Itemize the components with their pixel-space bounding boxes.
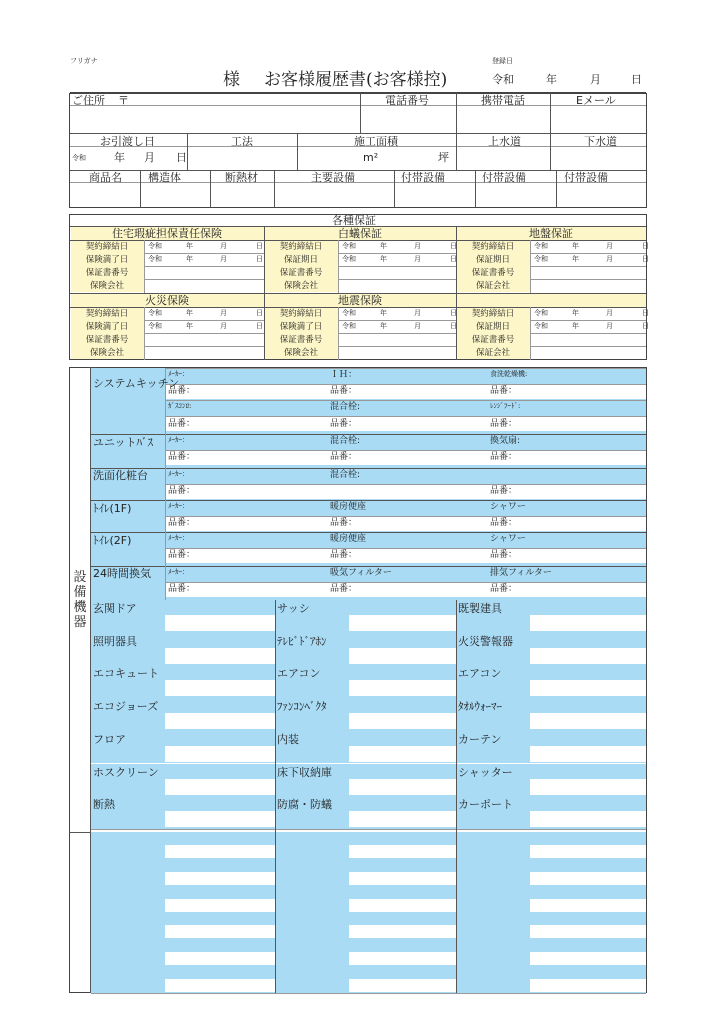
warranty-era: 令和 xyxy=(534,322,548,330)
equipment-field-exhaust-filter: 排気フィルター xyxy=(490,568,552,578)
equipment-grid-label: 防腐・防蟻 xyxy=(277,798,332,812)
equipment-grid-label: エアコン xyxy=(458,667,502,681)
warranty-month: 月 xyxy=(414,309,421,317)
warranty-era: 令和 xyxy=(148,322,162,330)
warranty-month: 月 xyxy=(220,255,227,263)
warranty-day: 日 xyxy=(642,242,649,250)
equipment-grid-label: サッシ xyxy=(277,602,310,615)
warranty-month: 月 xyxy=(606,322,613,330)
equipment-grid-label: ﾌｧﾝｺﾝﾍﾞｸﾀ xyxy=(277,700,327,714)
warranty-row-label: 保証書番号 xyxy=(279,268,323,278)
warranty-day: 日 xyxy=(450,309,457,317)
warranty-row-label: 保険満了日 xyxy=(85,255,129,265)
reg-era: 令和 xyxy=(492,73,514,86)
equipment-field-hinban: 品番： xyxy=(168,550,196,560)
warranty-month: 月 xyxy=(606,255,613,263)
equipment-field-mixer: 混合栓: xyxy=(330,436,361,446)
warranty-row-label: 保険満了日 xyxy=(85,322,129,332)
equipment-field-shower: シャワー xyxy=(490,502,526,512)
equipment-grid-label: 既製建具 xyxy=(458,602,502,615)
warranty-era: 令和 xyxy=(148,309,162,317)
delivery-date-label: お引渡し日 xyxy=(100,135,155,148)
sama-label: 様 xyxy=(223,70,240,90)
equipment-field-hinban: 品番： xyxy=(330,386,358,396)
warranty-month: 月 xyxy=(606,309,613,317)
equipment-field-hinban: 品番： xyxy=(330,550,358,560)
structure-label: 構造体 xyxy=(148,171,181,184)
equipment-grid-label: フロア xyxy=(93,732,126,746)
delivery-month: 月 xyxy=(144,151,155,164)
registration-date-label: 登録日 xyxy=(492,57,513,65)
equipment-grid-label: カーテン xyxy=(458,732,502,746)
equipment-field-maker: ﾒｰｶｰ： xyxy=(168,534,189,542)
warranty-year: 年 xyxy=(572,255,579,263)
equipment-field-vent-fan: 換気扇: xyxy=(490,436,521,446)
equipment-field-hinban: 品番： xyxy=(490,550,518,560)
address-label: ご住所 xyxy=(72,94,105,107)
equipment-grid-label: 火災警報器 xyxy=(458,634,513,648)
warranty-row-label: 保証書番号 xyxy=(85,335,129,345)
mobile-label: 携帯電話 xyxy=(481,94,525,107)
equipment-field-range-hood: ﾚﾝｼﾞﾌｰﾄﾞ: xyxy=(490,402,521,410)
warranty-row-label: 契約締結日 xyxy=(85,309,129,319)
warranty-section-title: 地震保険 xyxy=(338,294,382,307)
unit-bath-label: ユニットﾊﾞｽ xyxy=(93,436,154,449)
equipment-grid-label: シャッター xyxy=(458,765,513,779)
system-kitchen-label: システムキッチン xyxy=(93,377,180,390)
equipment-grid-label: エコキュート xyxy=(93,667,159,681)
postal-mark: 〒 xyxy=(118,94,129,107)
warranty-row-label: 保証会社 xyxy=(475,281,510,291)
equipment-field-dishwasher: 食洗乾燥機: xyxy=(490,370,528,378)
warranty-month: 月 xyxy=(606,242,613,250)
delivery-year: 年 xyxy=(114,151,125,164)
warranty-section-title: 住宅瑕疵担保責任保険 xyxy=(112,227,222,240)
warranty-month: 月 xyxy=(220,309,227,317)
warranty-era: 令和 xyxy=(342,255,356,263)
warranty-year: 年 xyxy=(380,242,387,250)
warranty-section-title: 白蟻保証 xyxy=(338,227,382,240)
warranty-day: 日 xyxy=(256,309,263,317)
warranty-day: 日 xyxy=(256,322,263,330)
warranty-day: 日 xyxy=(450,255,457,263)
vanity-label: 洗面化粧台 xyxy=(93,469,148,482)
equipment-grid-label: 照明器具 xyxy=(93,634,137,648)
equipment-field-hinban: 品番： xyxy=(168,452,196,462)
equipment-field-hinban: 品番： xyxy=(490,452,518,462)
warranty-day: 日 xyxy=(256,255,263,263)
warranty-row-label: 保証期日 xyxy=(283,255,318,265)
warranty-day: 日 xyxy=(256,242,263,250)
equipment-field-hinban: 品番： xyxy=(168,419,196,429)
warranty-year: 年 xyxy=(380,255,387,263)
warranty-day: 日 xyxy=(642,255,649,263)
equipment-field-hinban: 品番： xyxy=(490,386,518,396)
warranty-era: 令和 xyxy=(342,322,356,330)
reg-year: 年 xyxy=(546,73,557,86)
warranty-year: 年 xyxy=(186,242,193,250)
equipment-grid-label: 内装 xyxy=(277,732,299,746)
warranty-day: 日 xyxy=(642,309,649,317)
equipment-grid-label: 床下収納庫 xyxy=(277,765,332,779)
equipment-field-hinban: 品番： xyxy=(168,584,196,594)
warranty-row-label: 保険会社 xyxy=(283,281,318,291)
warranty-era: 令和 xyxy=(534,255,548,263)
warranty-year: 年 xyxy=(380,309,387,317)
equipment-grid-label: カーポート xyxy=(458,798,513,812)
warranty-year: 年 xyxy=(186,309,193,317)
equipment-field-shower: シャワー xyxy=(490,534,526,544)
customer-info-table xyxy=(69,93,647,208)
warranty-day: 日 xyxy=(450,242,457,250)
warranty-era: 令和 xyxy=(148,255,162,263)
equipment-field-heated-seat: 暖房便座 xyxy=(330,534,367,544)
equipment-field-gas-stove: ｶﾞｽｺﾝﾛ: xyxy=(168,402,192,410)
equipment-field-hinban: 品番： xyxy=(330,518,358,528)
warranty-row-label: 契約締結日 xyxy=(471,309,515,319)
warranty-row-label: 契約締結日 xyxy=(85,242,129,252)
toilet-1f-label: ﾄｲﾚ(1F) xyxy=(93,502,132,515)
floor-area-label: 施工面積 xyxy=(354,135,398,148)
warranty-era: 令和 xyxy=(148,242,162,250)
warranty-era: 令和 xyxy=(342,242,356,250)
warranty-era: 令和 xyxy=(534,309,548,317)
ventilation-24h-label: 24時間換気 xyxy=(93,567,151,580)
warranty-title: 各種保証 xyxy=(332,214,376,227)
equipment-field-hinban: 品番： xyxy=(490,486,518,496)
warranty-row-label: 保証書番号 xyxy=(471,268,515,278)
warranty-row-label: 保証書番号 xyxy=(471,335,515,345)
sub-equipment-label-3: 付帯設備 xyxy=(564,171,608,184)
equipment-field-hinban: 品番： xyxy=(330,452,358,462)
insulation-label: 断熱材 xyxy=(225,171,258,184)
warranty-row-label: 保証期日 xyxy=(475,322,510,332)
equipment-grid-label: 玄関ドア xyxy=(93,602,137,615)
equipment-field-hinban: 品番： xyxy=(168,486,196,496)
warranty-year: 年 xyxy=(572,309,579,317)
equipment-field-hinban: 品番： xyxy=(490,584,518,594)
equipment-field-maker: ﾒｰｶｰ： xyxy=(168,568,189,576)
equipment-field-intake-filter: 吸気フィルター xyxy=(330,568,392,578)
warranty-row-label: 保険会社 xyxy=(89,348,124,358)
equipment-side-label: 設備機器 xyxy=(73,570,87,630)
equipment-grid-label: エコジョーズ xyxy=(93,700,159,714)
equipment-field-maker: ﾒｰｶｰ： xyxy=(168,436,189,444)
warranty-era: 令和 xyxy=(342,309,356,317)
warranty-year: 年 xyxy=(186,255,193,263)
phone-label: 電話番号 xyxy=(385,94,429,107)
sub-equipment-label-1: 付帯設備 xyxy=(401,171,445,184)
sqm-unit: m² xyxy=(363,151,379,164)
warranty-row-label: 保証書番号 xyxy=(85,268,129,278)
equipment-field-hinban: 品番： xyxy=(490,518,518,528)
method-label: 工法 xyxy=(231,135,253,148)
warranty-year: 年 xyxy=(380,322,387,330)
warranty-month: 月 xyxy=(414,255,421,263)
equipment-field-hinban: 品番： xyxy=(330,584,358,594)
equipment-field-hinban: 品番： xyxy=(490,419,518,429)
warranty-section-title: 地盤保証 xyxy=(529,227,573,240)
warranty-year: 年 xyxy=(186,322,193,330)
main-equipment-label: 主要設備 xyxy=(311,171,355,184)
equipment-field-hinban: 品番： xyxy=(168,518,196,528)
equipment-field-maker: ﾒｰｶｰ： xyxy=(168,370,189,378)
warranty-era: 令和 xyxy=(534,242,548,250)
warranty-year: 年 xyxy=(572,242,579,250)
equipment-field-maker: ﾒｰｶｰ： xyxy=(168,502,189,510)
equipment-field-maker: ﾒｰｶｰ： xyxy=(168,470,189,478)
warranty-row-label: 保証会社 xyxy=(475,348,510,358)
warranty-row-label: 保険満了日 xyxy=(279,322,323,332)
equipment-field-mixer: 混合栓: xyxy=(330,470,361,480)
warranty-day: 日 xyxy=(450,322,457,330)
equipment-grid-label: ﾀｵﾙｳｫｰﾏｰ xyxy=(458,700,502,714)
warranty-month: 月 xyxy=(414,242,421,250)
tsubo-unit: 坪 xyxy=(438,151,449,164)
warranty-month: 月 xyxy=(220,322,227,330)
equipment-grid-label: 断熱 xyxy=(93,798,115,812)
water-supply-label: 上水道 xyxy=(488,135,521,148)
warranty-year: 年 xyxy=(572,322,579,330)
equipment-field-ih: ＩＨ： xyxy=(330,370,358,380)
delivery-era: 令和 xyxy=(72,154,86,162)
product-label: 商品名 xyxy=(89,171,122,184)
email-label: Eメール xyxy=(576,94,616,107)
page-title: お客様履歴書(お客様控) xyxy=(264,70,448,90)
reg-day: 日 xyxy=(631,73,642,86)
warranty-row-label: 保証期日 xyxy=(475,255,510,265)
warranty-row-label: 保険会社 xyxy=(283,348,318,358)
equipment-grid-label: エアコン xyxy=(277,667,321,681)
equipment-field-mixer: 混合栓: xyxy=(330,402,361,412)
warranty-month: 月 xyxy=(220,242,227,250)
warranty-day: 日 xyxy=(642,322,649,330)
reg-month: 月 xyxy=(590,73,601,86)
toilet-2f-label: ﾄｲﾚ(2F) xyxy=(93,534,132,547)
equipment-field-hinban: 品番： xyxy=(330,419,358,429)
furigana-label: フリガナ xyxy=(70,57,98,65)
equipment-grid-label: ホスクリーン xyxy=(93,765,159,779)
warranty-section-title: 火災保険 xyxy=(145,294,189,307)
warranty-row-label: 契約締結日 xyxy=(279,309,323,319)
equipment-grid-label: ﾃﾚﾋﾞﾄﾞｱﾎﾝ xyxy=(277,634,327,648)
sewage-label: 下水道 xyxy=(584,135,617,148)
sub-equipment-label-2: 付帯設備 xyxy=(482,171,526,184)
warranty-row-label: 保証書番号 xyxy=(279,335,323,345)
warranty-month: 月 xyxy=(414,322,421,330)
delivery-day: 日 xyxy=(176,151,187,164)
warranty-row-label: 契約締結日 xyxy=(279,242,323,252)
equipment-field-heated-seat: 暖房便座 xyxy=(330,502,367,512)
warranty-row-label: 保険会社 xyxy=(89,281,124,291)
equipment-field-hinban: 品番： xyxy=(168,386,196,396)
warranty-row-label: 契約締結日 xyxy=(471,242,515,252)
